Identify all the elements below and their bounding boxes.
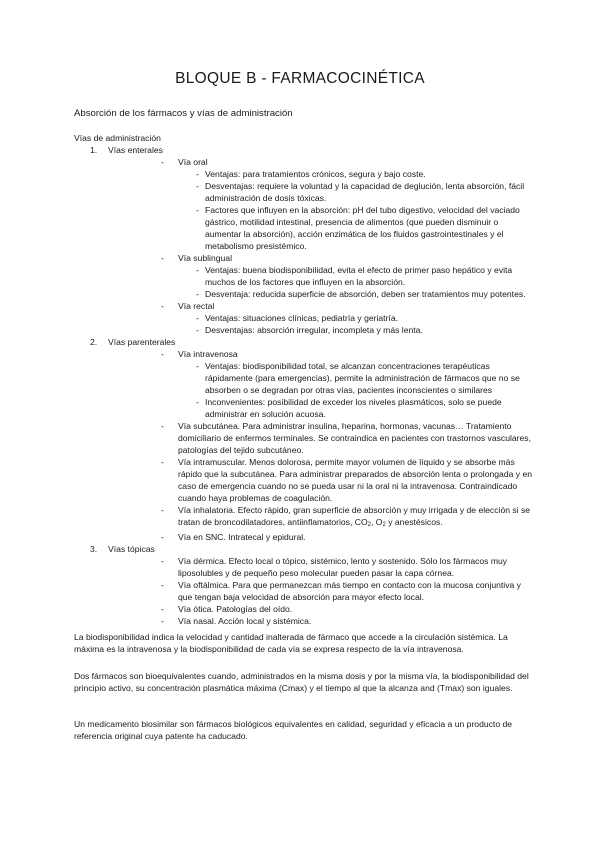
dash-bullet: - — [196, 181, 199, 191]
sub-item — [178, 360, 534, 396]
list-item-text: Vía subcutánea. Para administrar insulina, heparina, hormonas, vacunas… Tratamiento domiciliario de enfermos terminales. Se contraindica en pacientes con trastornos vasculares, patologías del tejido subcutáneo. — [178, 421, 531, 455]
list-item-text: Vía inhalatoria. Efecto rápido, gran superficie de absorción y muy irrigada y de elección si se tratan de broncodilatadores, antiinflamatorios, CO — [178, 505, 531, 527]
outline-label: Vías enterales — [108, 145, 163, 155]
list-item-sublingual — [108, 252, 534, 300]
list-item-nasal — [108, 615, 534, 627]
list-item-rectal — [108, 300, 534, 336]
sub-item — [178, 312, 534, 324]
sub-item-text: Desventajas: requiere la voluntad y la capacidad de deglución, lenta absorción, fácil administración de dosis tóxicas. — [205, 181, 525, 203]
dash-bullet: - — [161, 421, 164, 431]
list-item-otica — [108, 603, 534, 615]
dash-bullet: - — [161, 457, 164, 467]
sub-item-text: Ventajas: biodisponibilidad total, se alcanzan concentraciones terapéuticas rápidamente (para emergencias), permite la administración de fármacos que no se absorben o se degradan por otras vías, pacientes inconscientes o similares — [205, 361, 520, 395]
outline-item-parenterales — [74, 336, 534, 543]
list-item-text: y anestésicos. — [385, 517, 443, 527]
list-item-text: Vía rectal — [178, 301, 215, 311]
dash-bullet: - — [161, 604, 164, 614]
dash-bullet: - — [161, 556, 164, 566]
outline-item-enterales — [74, 144, 534, 336]
list-item-inhalatoria — [108, 504, 534, 531]
outline-label: Vías parenterales — [108, 337, 176, 347]
list-item-intravenosa — [108, 348, 534, 420]
dash-bullet: - — [196, 169, 199, 179]
sub-item-text: Desventajas: absorción irregular, incompleta y más lenta. — [205, 325, 423, 335]
dash-bullet: - — [161, 253, 164, 263]
dash-bullet: - — [196, 361, 199, 371]
paragraph-bioequivalentes: Dos fármacos son bioequivalentes cuando, administrados en la misma dosis y por la misma vía, la biodisponibilidad del principio activo, su concentración plasmática máxima (Cmax) y el tiempo al que la alcanza and (Tmax) son iguales. — [74, 671, 529, 693]
sub-item — [178, 324, 534, 336]
list-item-dermica — [108, 555, 534, 579]
dash-bullet: - — [161, 532, 164, 542]
routes-heading: Vías de administración — [74, 133, 161, 143]
list-item-text: Vía intramuscular. Menos dolorosa, permite mayor volumen de líquido y se absorbe más rápido que la subcutánea. Para administrar preparados de absorción lenta o prolongada y en caso de emergencia cuando no se pueda usar ni la oral ni la intravenosa. Contraindicado cuando haya problemas de coagulación. — [178, 457, 533, 503]
sub-item-text: Inconvenientes: posibilidad de exceder los niveles plasmáticos, solo se puede administrar en solución acuosa. — [205, 397, 502, 419]
dash-bullet: - — [196, 289, 199, 299]
outline-number: 2. — [90, 337, 98, 347]
dash-bullet: - — [161, 157, 164, 167]
list-item-text: Vía en SNC. Intratecal y epidural. — [178, 532, 306, 542]
sub-item — [178, 396, 534, 420]
list-item-text: , O — [371, 517, 383, 527]
section-subtitle: Absorción de los fármacos y vías de administración — [74, 108, 293, 119]
sub-item-text: Ventajas: situaciones clínicas, pediatría y geriatría. — [205, 313, 398, 323]
paragraph-biosimilar: Un medicamento biosimilar son fármacos biológicos equivalentes en calidad, seguridad y eficacia a un producto de referencia original cuya patente ha caducado. — [74, 719, 513, 741]
sub-item — [178, 264, 534, 288]
dash-bullet: - — [196, 325, 199, 335]
list-item-oral — [108, 156, 534, 252]
outline-number: 3. — [90, 544, 98, 554]
outline-number: 1. — [90, 145, 98, 155]
list-item-snc — [108, 531, 534, 543]
list-item-text: Vía oral — [178, 157, 208, 167]
dash-bullet: - — [161, 349, 164, 359]
dash-bullet: - — [196, 313, 199, 323]
list-item-text: Vía nasal. Acción local y sistémica. — [178, 616, 312, 626]
dash-bullet: - — [161, 616, 164, 626]
dash-bullet: - — [161, 505, 164, 515]
sub-item-text: Ventajas: para tratamientos crónicos, segura y bajo coste. — [205, 169, 426, 179]
list-item-intramuscular — [108, 456, 534, 504]
list-item-oftalmica — [108, 579, 534, 603]
list-item-text: Vía intravenosa — [178, 349, 238, 359]
sub-item-text: Desventaja: reducida superficie de absorción, deben ser tratamientos muy potentes. — [205, 289, 526, 299]
dash-bullet: - — [196, 265, 199, 275]
sub-item — [178, 168, 534, 180]
list-item-subcutanea — [108, 420, 534, 456]
dash-bullet: - — [161, 580, 164, 590]
page-title: BLOQUE B - FARMACOCINÉTICA — [175, 70, 425, 87]
sub-item-text: Factores que influyen en la absorción: pH del tubo digestivo, velocidad del vaciado gástrico, motilidad intestinal, presencia de alimentos (que pueden disminuir o aumentar la absorción), acción enzimática de los fluidos gastrointestinales y el metabolismo presistémico. — [205, 205, 520, 251]
list-item-text: Vía ótica. Patologías del oído. — [178, 604, 293, 614]
outline-item-topicas — [74, 543, 534, 627]
subscript: 2 — [382, 522, 386, 528]
list-item-text: Vía oftálmica. Para que permanezcan más tiempo en contacto con la mucosa conjuntiva y que tengan baja velocidad de absorción para mayor efecto local. — [178, 580, 521, 602]
list-item-text: Vía dérmica. Efecto local o tópico, sistémico, lento y sostenido. Sólo los fármacos muy liposolubles y de pequeño peso molecular pueden pasar la capa córnea. — [178, 556, 508, 578]
subscript: 2 — [367, 522, 371, 528]
list-item-text: Vía sublingual — [178, 253, 232, 263]
sub-item — [178, 204, 534, 252]
routes-outline — [74, 144, 534, 627]
dash-bullet: - — [161, 301, 164, 311]
sub-item — [178, 180, 534, 204]
sub-item — [178, 288, 534, 300]
paragraph-biodisponibilidad: La biodisponibilidad indica la velocidad y cantidad inalterada de fármaco que accede a la circulación sistémica. La máxima es la intravenosa y la biodisponibilidad de cada vía se expresa respecto de la vía intravenosa. — [74, 632, 508, 654]
dash-bullet: - — [196, 397, 199, 407]
outline-label: Vías tópicas — [108, 544, 155, 554]
sub-item-text: Ventajas: buena biodisponibilidad, evita el efecto de primer paso hepático y evita muchos de los factores que influyen en la absorción. — [205, 265, 513, 287]
dash-bullet: - — [196, 205, 199, 215]
